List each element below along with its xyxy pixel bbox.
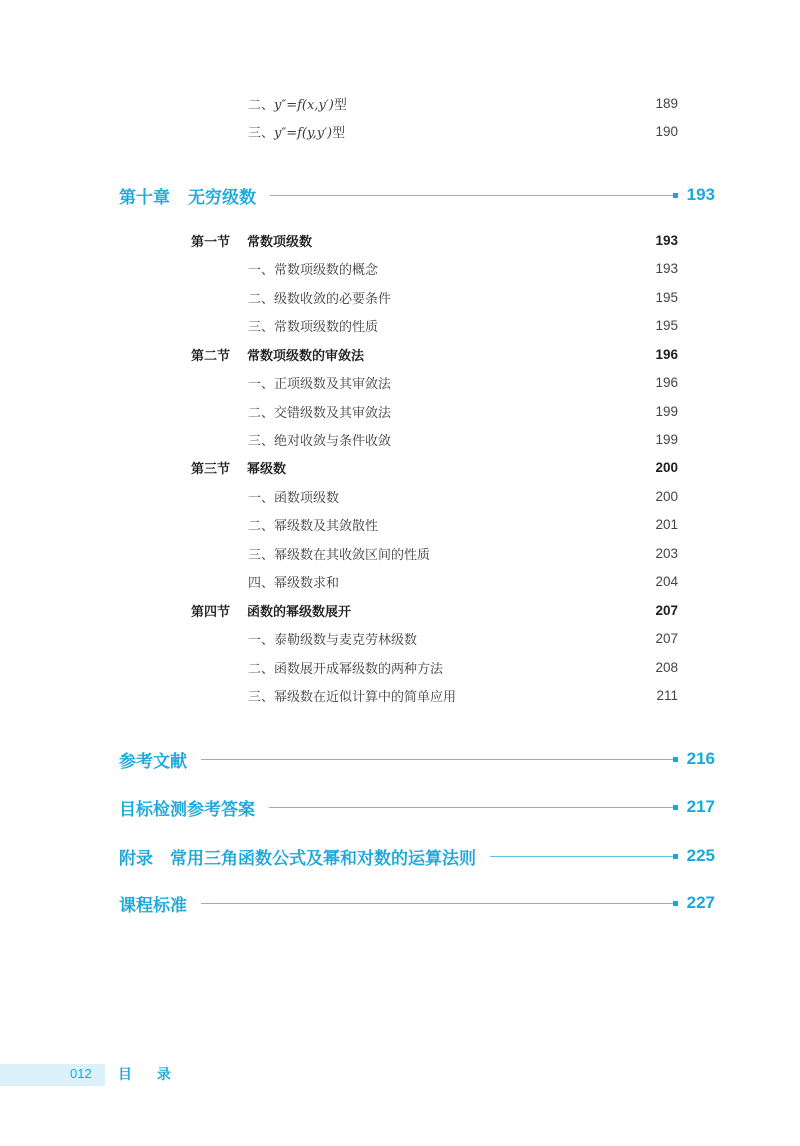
- page-number: 211: [656, 687, 678, 703]
- toc-section-3[interactable]: [191, 456, 678, 478]
- chapter-page: 225: [686, 846, 715, 865]
- toc-item[interactable]: [248, 257, 678, 279]
- dotted-leader: [269, 807, 677, 808]
- page-number: 195: [655, 317, 678, 333]
- item-title: 三、幂级数在近似计算中的简单应用: [248, 689, 457, 705]
- item-title: 三、常数项级数的性质: [248, 319, 379, 335]
- item-formula: y″=f(x,y′): [274, 97, 334, 113]
- page-number: 190: [655, 123, 678, 139]
- toc-item-yfxy[interactable]: [248, 92, 678, 114]
- item-prefix: 二、: [248, 97, 275, 113]
- page-number: 196: [655, 374, 678, 390]
- page-number: 200: [655, 459, 678, 475]
- toc-section-2[interactable]: [191, 343, 678, 365]
- toc-item[interactable]: [248, 286, 678, 308]
- chapter-10-heading[interactable]: [119, 181, 715, 209]
- toc-item-yfyy[interactable]: [248, 120, 678, 142]
- item-prefix: 三、: [248, 125, 275, 141]
- page-number: 204: [655, 573, 678, 589]
- section-number: 第四节: [191, 604, 231, 620]
- toc-item[interactable]: [248, 684, 678, 706]
- item-title: 一、泰勒级数与麦克劳林级数: [248, 632, 418, 648]
- page-number: 199: [655, 403, 678, 419]
- dotted-leader: [201, 903, 677, 904]
- dotted-leader: [490, 856, 677, 857]
- toc-item[interactable]: [248, 314, 678, 336]
- item-title: 二、函数展开成幂级数的两种方法: [248, 661, 444, 677]
- item-title: 二、交错级数及其审敛法: [248, 405, 392, 421]
- item-title: 一、正项级数及其审敛法: [248, 376, 392, 392]
- item-suffix: 型: [333, 97, 347, 113]
- toc-section-1[interactable]: [191, 229, 678, 251]
- toc-answers[interactable]: [119, 793, 715, 821]
- toc-item[interactable]: [248, 656, 678, 678]
- chapter-title: 课程标准: [119, 895, 187, 916]
- page-number: 196: [655, 346, 678, 362]
- section-number: 第三节: [191, 461, 231, 477]
- page-number: 201: [655, 516, 678, 532]
- chapter-title: 目标检测参考答案: [119, 799, 255, 820]
- section-title: 函数的幂级数展开: [247, 604, 352, 620]
- toc-item[interactable]: [248, 570, 678, 592]
- item-title: 二、幂级数及其敛散性: [248, 518, 379, 534]
- item-title: 三、绝对收敛与条件收敛: [248, 433, 392, 449]
- page-number: 195: [655, 289, 678, 305]
- chapter-number: 第十章: [119, 187, 170, 208]
- page-number: 208: [655, 659, 678, 675]
- toc-section-4[interactable]: [191, 599, 678, 621]
- toc-item[interactable]: [248, 485, 678, 507]
- page-number: 203: [655, 545, 678, 561]
- toc-references[interactable]: [119, 745, 715, 773]
- page-number: 207: [655, 602, 678, 618]
- dotted-leader: [201, 759, 677, 760]
- chapter-title: 附录 常用三角函数公式及幂和对数的运算法则: [119, 848, 476, 869]
- page-number: 207: [655, 630, 678, 646]
- toc-item[interactable]: [248, 513, 678, 535]
- page-number: 193: [655, 232, 678, 248]
- footer-label: 目 录: [118, 1067, 181, 1083]
- section-number: 第一节: [191, 234, 231, 250]
- section-number: 第二节: [191, 348, 231, 364]
- toc-item[interactable]: [248, 428, 678, 450]
- footer-page-number: 012: [70, 1066, 92, 1081]
- toc-item[interactable]: [248, 371, 678, 393]
- section-title: 常数项级数的审敛法: [247, 348, 365, 364]
- toc-curriculum-standard[interactable]: [119, 889, 715, 917]
- item-title: 一、函数项级数: [248, 490, 340, 506]
- section-title: 常数项级数: [247, 234, 313, 250]
- item-title: 四、幂级数求和: [248, 575, 340, 591]
- item-title: 三、幂级数在其收敛区间的性质: [248, 547, 431, 563]
- chapter-title: 无穷级数: [188, 187, 256, 208]
- toc-item[interactable]: [248, 627, 678, 649]
- item-title: 一、常数项级数的概念: [248, 262, 379, 278]
- page-number: 189: [655, 95, 678, 111]
- page-number: 200: [655, 488, 678, 504]
- page-number: 193: [655, 260, 678, 276]
- dotted-leader: [270, 195, 677, 196]
- item-suffix: 型: [332, 125, 346, 141]
- chapter-page: 227: [686, 893, 715, 912]
- toc-item[interactable]: [248, 542, 678, 564]
- toc-appendix[interactable]: [119, 842, 715, 870]
- page-number: 199: [655, 431, 678, 447]
- chapter-title: 参考文献: [119, 751, 187, 772]
- chapter-page: 193: [686, 185, 715, 204]
- section-title: 幂级数: [247, 461, 287, 477]
- item-title: 二、级数收敛的必要条件: [248, 291, 392, 307]
- chapter-page: 217: [686, 797, 715, 816]
- item-formula: y″=f(y,y′): [274, 125, 333, 141]
- chapter-page: 216: [686, 749, 715, 768]
- toc-item[interactable]: [248, 400, 678, 422]
